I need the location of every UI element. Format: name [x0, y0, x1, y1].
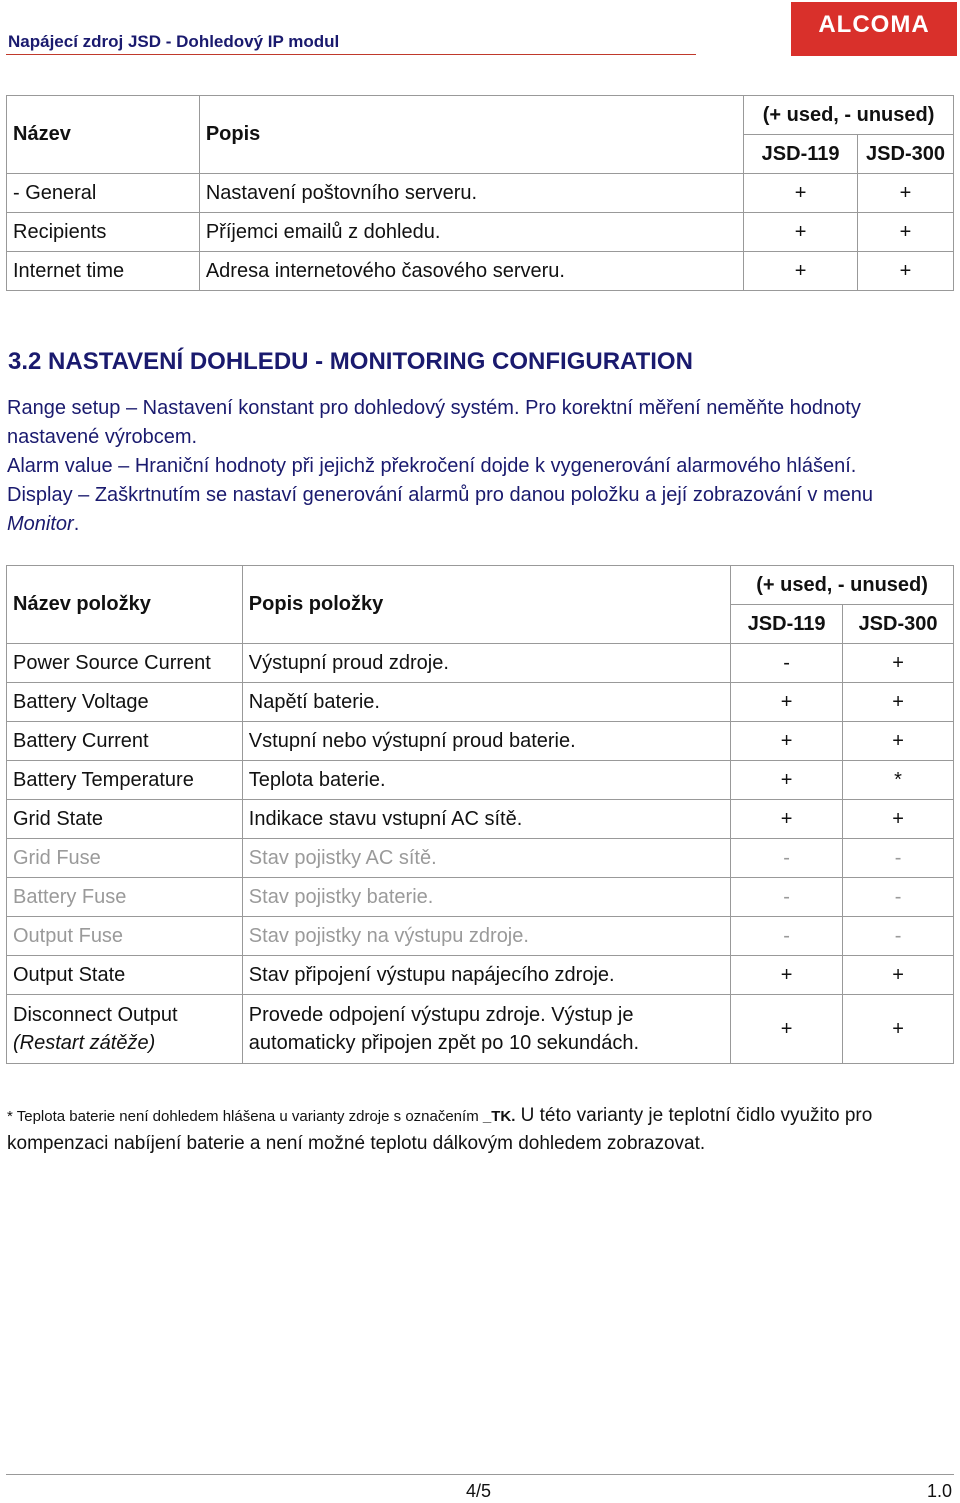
table-row — [7, 683, 954, 722]
footnote-code: _TK. — [482, 1108, 516, 1125]
row-jsd300: + — [843, 683, 954, 722]
header-divider — [6, 54, 696, 55]
row-name-line2: (Restart zátěže) — [13, 1032, 156, 1054]
row-jsd119: + — [731, 761, 843, 800]
table-row — [7, 839, 954, 878]
table-header-jsd119: JSD-119 — [744, 135, 858, 174]
row-jsd300: - — [843, 917, 954, 956]
row-desc: Vstupní nebo výstupní proud baterie. — [242, 722, 730, 761]
monitoring-items-table — [6, 565, 954, 1064]
row-desc: Napětí baterie. — [242, 683, 730, 722]
page-number: 4/5 — [466, 1481, 492, 1501]
row-jsd300: + — [843, 956, 954, 995]
row-jsd300: + — [843, 644, 954, 683]
row-name: Battery Temperature — [7, 761, 243, 800]
table-row — [7, 252, 954, 291]
table-header-name: Název — [7, 96, 200, 174]
row-name: Power Source Current — [7, 644, 243, 683]
display-paragraph-text: Display – Zaškrtnutím se nastaví generování alarmů pro danou položku a její zobrazování v menu — [7, 484, 874, 506]
row-jsd300: + — [858, 174, 954, 213]
table-row — [7, 761, 954, 800]
row-jsd119: + — [731, 722, 843, 761]
section-heading: 3.2 NASTAVENÍ DOHLEDU - MONITORING CONFIGURATION — [8, 348, 693, 375]
row-jsd119: - — [731, 878, 843, 917]
row-name: Battery Voltage — [7, 683, 243, 722]
row-jsd119: + — [731, 956, 843, 995]
table-header-jsd300: JSD-300 — [843, 605, 954, 644]
footer-divider — [6, 1474, 954, 1475]
table-row — [7, 995, 954, 1064]
email-settings-table — [6, 95, 954, 291]
table-header-desc: Popis — [199, 96, 743, 174]
table-row — [7, 722, 954, 761]
row-jsd300: + — [843, 800, 954, 839]
row-desc-line1: Provede odpojení výstupu zdroje. Výstup je — [248, 1004, 634, 1026]
footnote-lead: * Teplota baterie není dohledem hlášena u varianty zdroje s označením — [7, 1108, 483, 1125]
display-paragraph-end: . — [73, 513, 80, 535]
row-name — [7, 995, 243, 1064]
row-jsd119: - — [731, 839, 843, 878]
row-jsd119: + — [731, 800, 843, 839]
row-jsd300: - — [843, 878, 954, 917]
row-jsd119: - — [731, 644, 843, 683]
row-desc: Stav pojistky na výstupu zdroje. — [242, 917, 730, 956]
row-desc: Stav pojistky AC sítě. — [242, 839, 730, 878]
row-jsd300: + — [843, 722, 954, 761]
table-header-name: Název položky — [7, 566, 243, 644]
row-name: Output State — [7, 956, 243, 995]
row-desc: Indikace stavu vstupní AC sítě. — [242, 800, 730, 839]
row-name: - General — [7, 174, 200, 213]
table-header-desc: Popis položky — [242, 566, 730, 644]
display-paragraph — [7, 481, 947, 539]
alarm-value-paragraph: Alarm value – Hraniční hodnoty při jejichž překročení dojde k vygenerování alarmového hlášení. — [7, 455, 857, 477]
row-name: Output Fuse — [7, 917, 243, 956]
table-header-usage: (+ used, - unused) — [731, 566, 954, 605]
row-desc: Stav pojistky baterie. — [242, 878, 730, 917]
row-name-line1: Disconnect Output — [13, 1004, 178, 1026]
row-name: Battery Current — [7, 722, 243, 761]
row-jsd300: + — [858, 213, 954, 252]
row-name: Battery Fuse — [7, 878, 243, 917]
monitor-menu-name: Monitor — [7, 513, 74, 535]
row-jsd119: + — [744, 252, 858, 291]
row-desc: Výstupní proud zdroje. — [242, 644, 730, 683]
row-jsd119: + — [744, 213, 858, 252]
row-jsd300: + — [858, 252, 954, 291]
row-jsd119: + — [731, 683, 843, 722]
table-header-jsd119: JSD-119 — [731, 605, 843, 644]
row-name: Internet time — [7, 252, 200, 291]
row-desc: Nastavení poštovního serveru. — [199, 174, 743, 213]
row-desc: Příjemci emailů z dohledu. — [199, 213, 743, 252]
table-row — [7, 956, 954, 995]
table-row — [7, 174, 954, 213]
row-jsd119: + — [731, 995, 843, 1064]
row-jsd300: + — [843, 995, 954, 1064]
range-setup-paragraph: Range setup – Nastavení konstant pro dohledový systém. Pro korektní měření neměňte hodnoty nastavené výrobcem. — [7, 397, 861, 448]
row-jsd119: + — [744, 174, 858, 213]
row-name: Grid Fuse — [7, 839, 243, 878]
document-header-title: Napájecí zdroj JSD - Dohledový IP modul — [8, 32, 340, 51]
alcoma-logo: ALCOMA — [791, 2, 957, 56]
table-row — [7, 917, 954, 956]
temperature-footnote — [7, 1102, 955, 1157]
table-row — [7, 644, 954, 683]
row-desc: Teplota baterie. — [242, 761, 730, 800]
row-desc: Stav připojení výstupu napájecího zdroje. — [242, 956, 730, 995]
table-row — [7, 213, 954, 252]
table-row — [7, 878, 954, 917]
row-jsd119: - — [731, 917, 843, 956]
row-jsd300: - — [843, 839, 954, 878]
table-header-jsd300: JSD-300 — [858, 135, 954, 174]
row-jsd300: * — [843, 761, 954, 800]
row-name: Grid State — [7, 800, 243, 839]
document-version: 1.0 — [926, 1481, 952, 1501]
table-header-usage: (+ used, - unused) — [744, 96, 954, 135]
row-desc: Adresa internetového časového serveru. — [199, 252, 743, 291]
row-desc — [242, 995, 730, 1064]
footnote-rest: U této varianty je teplotní čidlo využito pro kompenzaci nabíjení baterie a není možné teplotu dálkovým dohledem zobrazovat. — [7, 1105, 873, 1154]
table-row — [7, 800, 954, 839]
row-name: Recipients — [7, 213, 200, 252]
row-desc-line2: automaticky připojen zpět po 10 sekundách. — [248, 1032, 640, 1054]
